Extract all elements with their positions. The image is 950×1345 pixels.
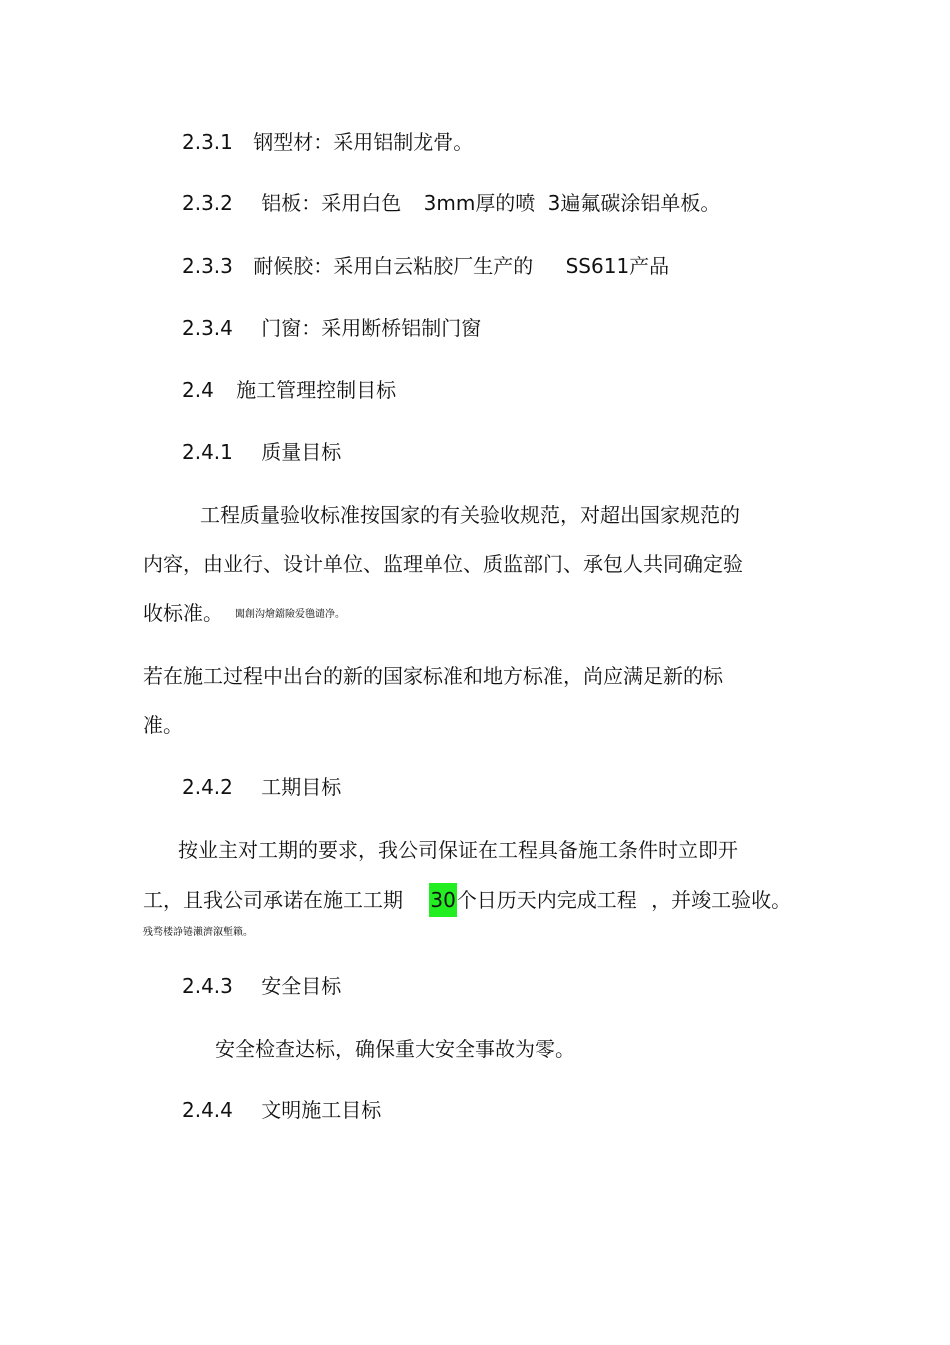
section-number: 2.4.3 <box>182 974 233 998</box>
paragraph-text: 收标准。 <box>143 601 223 625</box>
section-number: 2.4.2 <box>182 775 233 799</box>
section-text: 安全目标 <box>261 974 342 998</box>
paragraph-text: 个日历天内完成工程 <box>456 888 637 912</box>
section-text: 门窗：采用断桥铝制门窗 <box>261 316 482 340</box>
highlighted-number: 30 <box>429 883 456 917</box>
paragraph-text: ，并竣工验收。 <box>651 888 792 912</box>
section-number: 2.3.2 <box>182 191 233 215</box>
section-text-a: 铝板：采用白色 <box>261 191 402 215</box>
section-text-a: 耐候胶：采用白云粘胶厂生产的 <box>253 254 534 278</box>
section-text-d: 3遍氟碳涂铝单板。 <box>547 191 721 215</box>
heading-2-4-1 <box>182 438 341 466</box>
heading-2-4-3 <box>182 972 341 1000</box>
heading-2-4-2 <box>182 773 341 801</box>
paragraph-line: 按业主对工期的要求，我公司保证在工程具备施工条件时立即开 <box>178 838 738 862</box>
section-text: 钢型材：采用铝制龙骨。 <box>253 130 474 154</box>
heading-2-3-3 <box>182 252 669 280</box>
section-text: 施工管理控制目标 <box>236 378 397 402</box>
section-number: 2.3.1 <box>182 130 233 154</box>
paragraph-line: 内容，由业行、设计单位、监理单位、质监部门、承包人共同确定验 <box>143 552 743 576</box>
section-number: 2.3.4 <box>182 316 233 340</box>
garbled-small-text: 闖創沟燴鐺險爱氇谴净。 <box>235 608 345 620</box>
paragraph-line <box>143 599 345 629</box>
heading-2-3-2 <box>182 189 720 217</box>
heading-2-3-4 <box>182 314 481 342</box>
section-text: 文明施工目标 <box>261 1098 382 1122</box>
section-number: 2.4.4 <box>182 1098 233 1122</box>
paragraph-line: 若在施工过程中出台的新的国家标准和地方标准，尚应满足新的标 <box>143 664 723 688</box>
section-number: 2.4.1 <box>182 440 233 464</box>
section-text: 工期目标 <box>261 775 342 799</box>
paragraph-line: 工程质量验收标准按国家的有关验收规范，对超出国家规范的 <box>200 503 740 527</box>
heading-2-4-4 <box>182 1096 381 1124</box>
paragraph-line: 准。 <box>143 713 183 737</box>
section-number: 2.3.3 <box>182 254 233 278</box>
section-text-b: 3mm <box>423 191 476 215</box>
section-number: 2.4 <box>182 378 214 402</box>
heading-2-3-1 <box>182 128 473 156</box>
paragraph-text: 工，且我公司承诺在施工工期 <box>143 888 403 912</box>
paragraph-line: 安全检查达标，确保重大安全事故为零。 <box>215 1037 575 1061</box>
heading-2-4 <box>182 376 396 404</box>
section-text: 质量目标 <box>261 440 342 464</box>
section-text-b: SS611产品 <box>565 254 670 278</box>
paragraph-line <box>143 883 791 917</box>
garbled-small-text: 残骛楼諍锩瀨濟溆塹籟。 <box>143 927 253 938</box>
section-text-c: 厚的喷 <box>475 191 536 215</box>
